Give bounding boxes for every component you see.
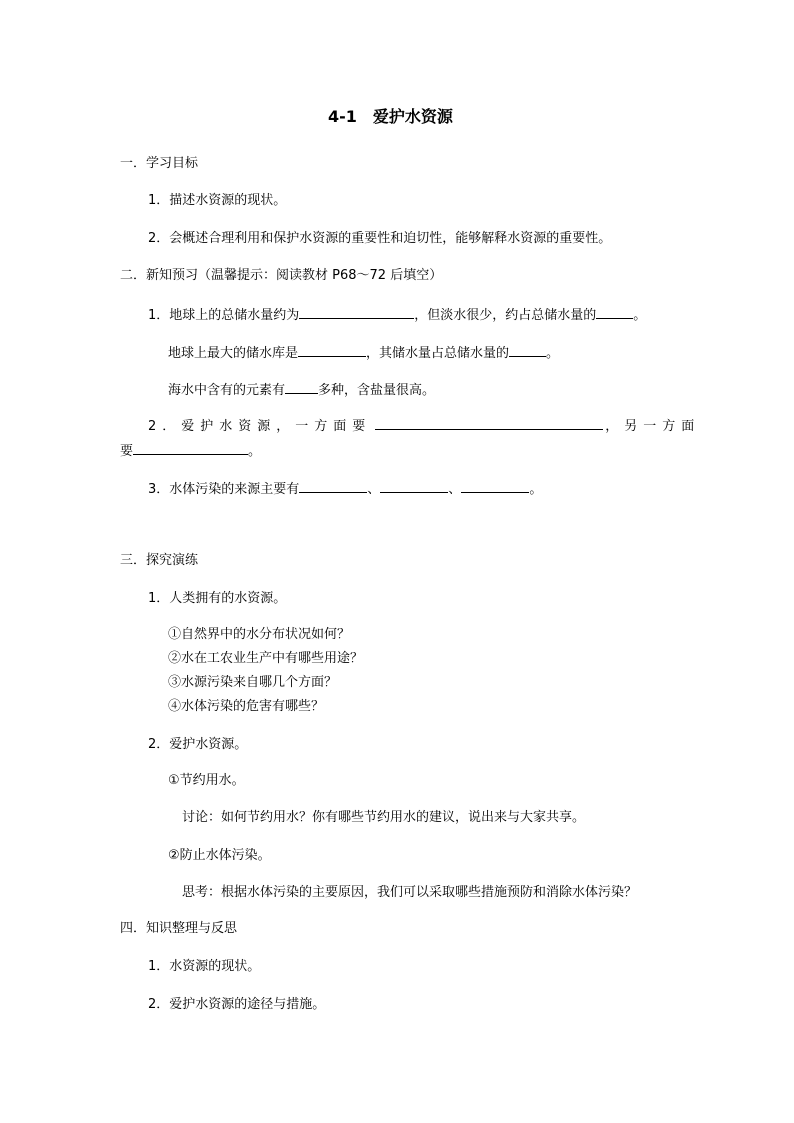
item-text: ，另一方面 (605, 419, 701, 434)
section-1-item-1: 1．描述水资源的现状。 (148, 193, 287, 208)
fill-blank[interactable] (509, 343, 546, 357)
section-4-heading: 四．知识整理与反思 (120, 921, 238, 936)
item-text: 多种，含盐量很高。 (318, 383, 436, 398)
item-text: 。 (633, 308, 647, 323)
page-title: 4-1 爱护水资源 (328, 107, 453, 126)
fill-blank[interactable] (375, 416, 603, 430)
subpoint-1: ①节约用水。 (168, 773, 245, 788)
item-text: 地球上最大的储水库是 (168, 346, 299, 361)
section-2-heading: 二．新知预习（温馨提示：阅读教材 P68～72 后填空） (120, 268, 443, 283)
section-3-heading: 三．探究演练 (120, 553, 199, 568)
section-3-item-2: 2．爱护水资源。 (148, 737, 248, 752)
item-text: 。 (529, 482, 543, 497)
item-text: 3．水体污染的来源主要有 (148, 482, 300, 497)
item-text: 要 (120, 444, 134, 459)
item-text: ，其储水量占总储水量的 (366, 346, 510, 361)
section-4-item-2: 2．爱护水资源的途径与措施。 (148, 997, 326, 1012)
section-2-item-1c (168, 380, 435, 400)
fill-blank[interactable] (299, 305, 414, 319)
item-text: 。 (248, 444, 262, 459)
section-2-item-1b (168, 343, 559, 363)
fill-blank[interactable] (596, 305, 633, 319)
fill-blank[interactable] (380, 479, 448, 493)
fill-blank[interactable] (298, 343, 366, 357)
fill-blank[interactable] (133, 441, 248, 455)
subpoint-2: ②防止水体污染。 (168, 848, 271, 863)
item-text: 海水中含有的元素有 (168, 383, 286, 398)
item-text: ，但淡水很少，约占总储水量的 (414, 308, 597, 323)
question-1: ①自然界中的水分布状况如何？ (168, 627, 351, 642)
section-1-heading: 一．学习目标 (120, 156, 199, 171)
question-2: ②水在工农业生产中有哪些用途？ (168, 651, 364, 666)
section-4-item-1: 1．水资源的现状。 (148, 959, 261, 974)
question-4: ④水体污染的危害有哪些？ (168, 699, 325, 714)
separator: 、 (448, 482, 462, 497)
section-2-item-2-cont (120, 441, 261, 461)
fill-blank[interactable] (461, 479, 529, 493)
section-2-item-1 (148, 305, 646, 325)
item-text: 1．地球上的总储水量约为 (148, 308, 300, 323)
item-text: 。 (546, 346, 560, 361)
fill-blank[interactable] (285, 380, 318, 394)
section-2-item-2 (148, 416, 700, 436)
fill-blank[interactable] (299, 479, 367, 493)
section-1-item-2: 2．会概述合理利用和保护水资源的重要性和迫切性，能够解释水资源的重要性。 (148, 231, 612, 246)
question-3: ③水源污染来自哪几个方面？ (168, 675, 338, 690)
item-text: 2．爱护水资源，一方面要 (148, 419, 372, 434)
discussion-2: 思考：根据水体污染的主要原因，我们可以采取哪些措施预防和消除水体污染？ (182, 885, 638, 900)
discussion-1: 讨论：如何节约用水？你有哪些节约用水的建议，说出来与大家共享。 (182, 810, 586, 825)
separator: 、 (367, 482, 381, 497)
section-3-item-1: 1．人类拥有的水资源。 (148, 591, 287, 606)
section-2-item-3 (148, 479, 542, 499)
